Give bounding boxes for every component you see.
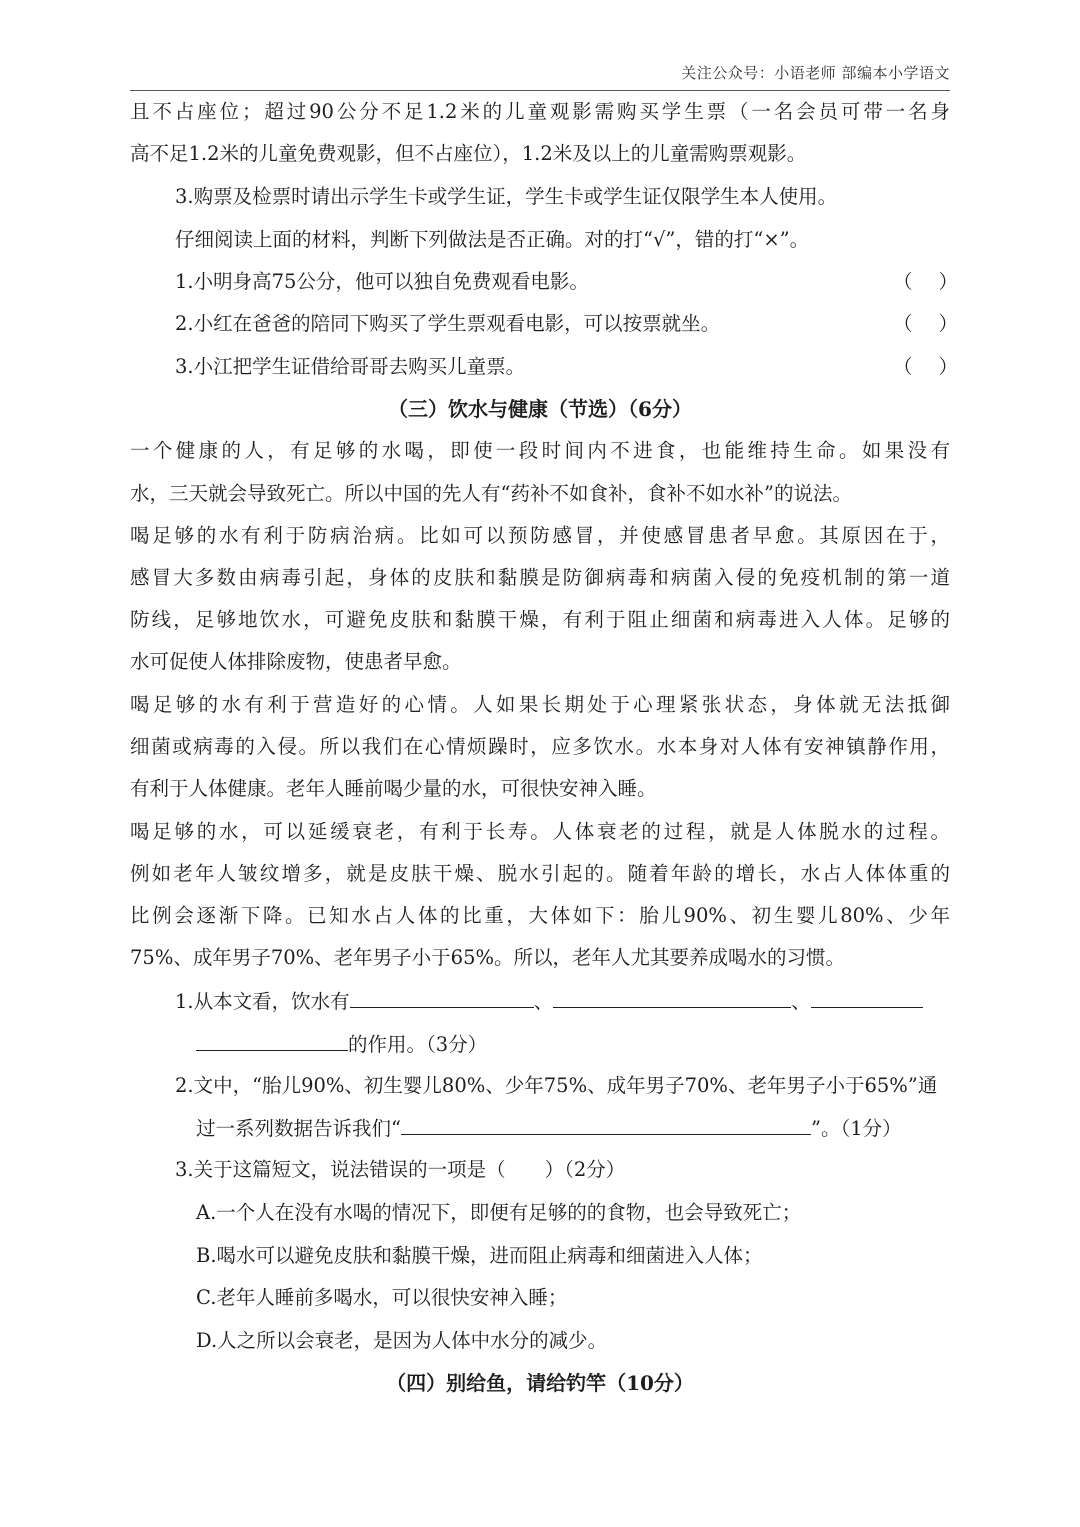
section-title-3: （三）饮水与健康（节选）（6分） — [388, 397, 692, 421]
header-rule — [130, 90, 950, 91]
question-1-prefix: 1.从本文看，饮水有 — [175, 990, 350, 1013]
page-header: 关注公众号：小语老师 部编本小学语文 — [681, 64, 950, 82]
passage-line: 喝足够的水，可以延缓衰老，有利于长寿。人体衰老的过程，就是人体脱水的过程。 — [130, 820, 950, 843]
separator: 、 — [533, 990, 554, 1013]
option-a: A.一个人在没有水喝的情况下，即便有足够的的食物，也会导致死亡； — [196, 1201, 802, 1224]
option-b: B.喝水可以避免皮肤和黏膜干燥，进而阻止病毒和细菌进入人体； — [196, 1244, 763, 1267]
answer-blank-1c[interactable] — [811, 987, 923, 1008]
judge-item-1: 1.小明身高75公分，他可以独自免费观看电影。 — [175, 270, 589, 293]
question-3: 3.关于这篇短文，说法错误的一项是（ ）（2分） — [175, 1158, 626, 1181]
answer-paren-3[interactable]: （） — [893, 355, 985, 378]
passage-line: 感冒大多数由病毒引起，身体的皮肤和黏膜是防御病毒和病菌入侵的免疫机制的第一道 — [130, 566, 950, 589]
passage-line: 例如老年人皱纹增多，就是皮肤干燥、脱水引起的。随着年龄的增长，水占人体体重的 — [130, 862, 950, 885]
instruction: 仔细阅读上面的材料，判断下列做法是否正确。对的打“√”，错的打“×”。 — [175, 228, 810, 251]
answer-paren-1[interactable]: （） — [893, 270, 985, 293]
answer-blank-1d[interactable] — [196, 1030, 348, 1051]
passage-line: 高不足1.2米的儿童免费观影，但不占座位），1.2米及以上的儿童需购票观影。 — [130, 142, 807, 165]
answer-blank-1b[interactable] — [553, 987, 791, 1008]
question-2-suffix: ”。（1分） — [810, 1117, 902, 1140]
separator: 、 — [791, 990, 811, 1013]
passage-line: 75%、成年男子70%、老年男子小于65%。所以，老年人尤其要养成喝水的习惯。 — [130, 946, 846, 969]
question-2-cont — [196, 1114, 902, 1143]
answer-blank-2[interactable] — [401, 1114, 811, 1135]
answer-paren-2[interactable]: （） — [893, 312, 985, 335]
question-2-prefix: 过一系列数据告诉我们“ — [196, 1117, 401, 1140]
option-c: C.老年人睡前多喝水，可以很快安神入睡； — [196, 1286, 568, 1309]
section-title-4: （四）别给鱼，请给钓竿（10分） — [386, 1371, 694, 1395]
judge-item-2: 2.小红在爸爸的陪同下购买了学生票观看电影，可以按票就坐。 — [175, 312, 721, 335]
passage-line: 有利于人体健康。老年人睡前喝少量的水，可很快安神入睡。 — [130, 777, 657, 800]
question-1-suffix: 的作用。（3分） — [348, 1033, 488, 1056]
rule-3: 3.购票及检票时请出示学生卡或学生证，学生卡或学生证仅限学生本人使用。 — [175, 185, 838, 208]
passage-line: 水，三天就会导致死亡。所以中国的先人有“药补不如食补，食补不如水补”的说法。 — [130, 482, 852, 505]
passage-line: 喝足够的水有利于营造好的心情。人如果长期处于心理紧张状态，身体就无法抵御 — [130, 693, 950, 716]
passage-line: 喝足够的水有利于防病治病。比如可以预防感冒，并使感冒患者早愈。其原因在于， — [130, 524, 950, 547]
question-1 — [175, 987, 923, 1016]
passage-line: 水可促使人体排除废物，使患者早愈。 — [130, 650, 462, 673]
passage-line: 细菌或病毒的入侵。所以我们在心情烦躁时，应多饮水。水本身对人体有安神镇静作用， — [130, 735, 950, 758]
passage-line: 防线，足够地饮水，可避免皮肤和黏膜干燥，有利于阻止细菌和病毒进入人体。足够的 — [130, 608, 950, 631]
passage-line: 且不占座位；超过90公分不足1.2米的儿童观影需购买学生票（一名会员可带一名身 — [130, 100, 950, 123]
passage-line: 一个健康的人，有足够的水喝，即使一段时间内不进食，也能维持生命。如果没有 — [130, 439, 950, 462]
answer-blank-1a[interactable] — [350, 987, 534, 1008]
question-1-cont — [196, 1030, 487, 1059]
option-d: D.人之所以会衰老，是因为人体中水分的减少。 — [196, 1329, 608, 1352]
judge-item-3: 3.小江把学生证借给哥哥去购买儿童票。 — [175, 355, 526, 378]
question-2: 2.文中，“胎儿90%、初生婴儿80%、少年75%、成年男子70%、老年男子小于65%”通 — [175, 1074, 938, 1097]
passage-line: 比例会逐渐下降。已知水占人体的比重，大体如下：胎儿90%、初生婴儿80%、少年 — [130, 904, 950, 927]
